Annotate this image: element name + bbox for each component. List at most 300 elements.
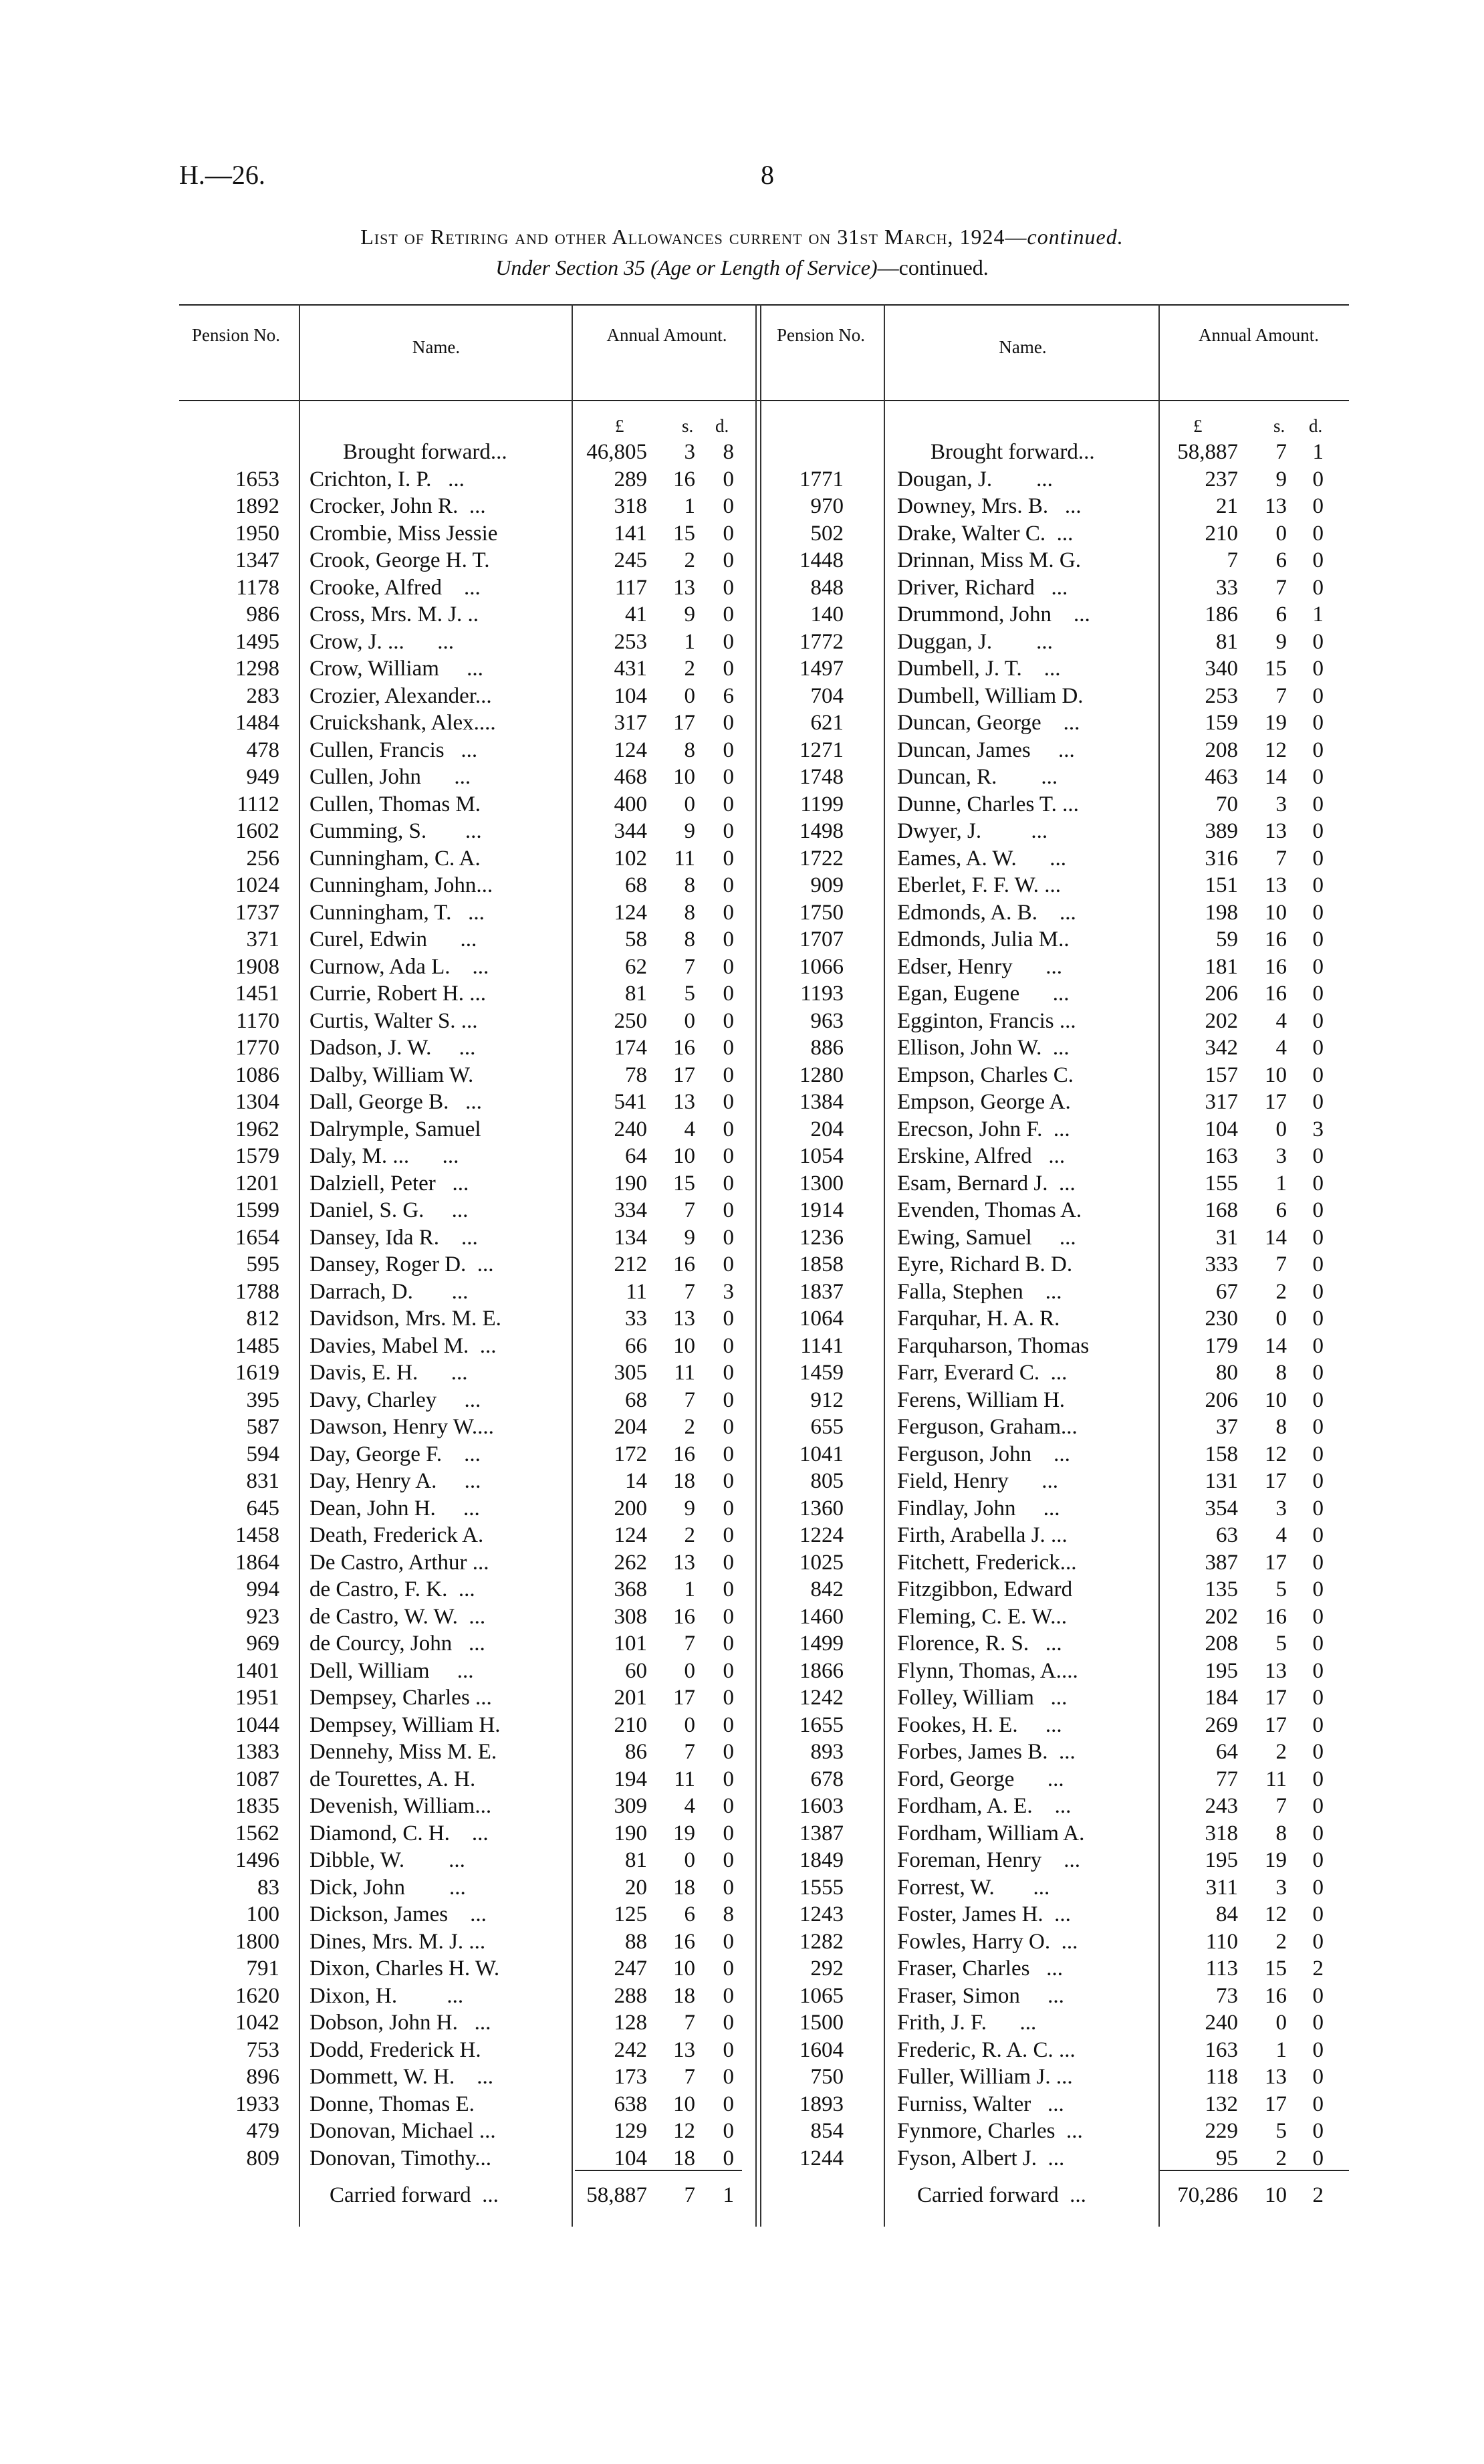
amount-pence: 0 — [1312, 873, 1324, 897]
amount-pounds: 7 — [1227, 548, 1238, 572]
pensioner-name: Donovan, Michael ... — [310, 2119, 496, 2143]
table-row — [0, 1549, 1484, 1576]
pension-number: 1199 — [800, 792, 844, 816]
amount-pounds: 118 — [1205, 2065, 1238, 2089]
pension-number: 595 — [246, 1252, 279, 1276]
amount-shillings: 13 — [1265, 2065, 1287, 2089]
table-row — [0, 1793, 1484, 1819]
pensioner-name: Cumming, S. ... — [310, 819, 482, 843]
brought-forward-label: Brought forward... — [343, 440, 507, 464]
amount-pence: 3 — [1312, 1117, 1324, 1141]
amount-shillings: 9 — [684, 1225, 695, 1250]
pensioner-name: Foster, James H. ... — [897, 1902, 1071, 1926]
pension-number: 886 — [810, 1036, 844, 1060]
pension-number: 1141 — [800, 1333, 844, 1358]
amount-shillings: 16 — [1265, 1604, 1287, 1629]
pensioner-name: Fitchett, Frederick... — [897, 1550, 1077, 1575]
pension-number: 912 — [810, 1387, 844, 1412]
pensioner-name: Dean, John H. ... — [310, 1496, 480, 1521]
pension-number: 1908 — [235, 954, 279, 979]
amount-shillings: 4 — [1275, 1036, 1287, 1060]
amount-shillings: 0 — [684, 1658, 695, 1683]
amount-pounds: 64 — [1216, 1740, 1238, 1764]
amount-pence: 0 — [1312, 1740, 1324, 1764]
amount-pence: 0 — [1312, 1171, 1324, 1196]
amount-pounds: 63 — [1216, 1523, 1238, 1547]
pensioner-name: Davidson, Mrs. M. E. — [310, 1307, 501, 1331]
table-row — [0, 1847, 1484, 1874]
amount-pounds: 104 — [614, 2146, 647, 2170]
pensioner-name: Esam, Bernard J. ... — [897, 1171, 1076, 1196]
amount-pence: 0 — [723, 1604, 734, 1629]
amount-pence: 0 — [723, 2011, 734, 2035]
pension-number: 292 — [810, 1956, 844, 1981]
amount-shillings: 16 — [673, 1036, 695, 1060]
pensioner-name: Duncan, R. ... — [897, 765, 1058, 789]
pensioner-name: Crook, George H. T. — [310, 548, 490, 572]
pensioner-name: Edmonds, Julia M.. — [897, 927, 1070, 951]
amount-shillings: 19 — [673, 1821, 695, 1845]
table-row — [0, 1576, 1484, 1603]
amount-shillings: 11 — [1265, 1767, 1287, 1791]
pension-number: 204 — [810, 1117, 844, 1141]
amount-shillings: 17 — [673, 711, 695, 735]
amount-shillings: 8 — [684, 900, 695, 925]
amount-pence: 0 — [1312, 1794, 1324, 1818]
amount-pounds: 168 — [1205, 1198, 1238, 1222]
pension-number: 1064 — [799, 1307, 844, 1331]
table-row — [0, 1116, 1484, 1143]
pensioner-name: Dempsey, William H. — [310, 1712, 501, 1737]
amount-shillings: 1 — [684, 629, 695, 654]
amount-pounds: 242 — [614, 2037, 647, 2062]
amount-pence: 0 — [1312, 1821, 1324, 1845]
pensioner-name: Curel, Edwin ... — [310, 927, 477, 951]
pension-number: 1499 — [799, 1632, 844, 1656]
table-row — [0, 1820, 1484, 1847]
pensioner-name: Folley, William ... — [897, 1686, 1068, 1710]
pension-number: 854 — [810, 2119, 844, 2143]
pension-number: 1722 — [799, 846, 844, 871]
amount-pounds: 158 — [1205, 1442, 1238, 1466]
pensioner-name: Foreman, Henry ... — [897, 1848, 1081, 1872]
amount-pounds: 247 — [614, 1956, 647, 1981]
pension-number: 1448 — [799, 548, 844, 572]
amount-shillings: 0 — [1275, 1117, 1287, 1141]
pension-number: 1914 — [799, 1198, 844, 1222]
table-row — [0, 1062, 1484, 1089]
table-row — [0, 1766, 1484, 1793]
amount-pounds: 125 — [614, 1902, 647, 1926]
amount-pounds: 68 — [625, 873, 647, 897]
pensioner-name: Dadson, J. W. ... — [310, 1036, 476, 1060]
amount-shillings: 10 — [1265, 1387, 1287, 1412]
amount-pounds: 59 — [1216, 927, 1238, 951]
pensioner-name: Dodd, Frederick H. — [310, 2037, 481, 2062]
pension-number: 1962 — [235, 1117, 279, 1141]
amount-shillings: 1 — [684, 1577, 695, 1601]
amount-pounds: 463 — [1205, 765, 1238, 789]
amount-pence: 0 — [723, 1415, 734, 1439]
amount-pence: 0 — [723, 873, 734, 897]
pensioner-name: Day, George F. ... — [310, 1442, 481, 1466]
amount-shillings: 13 — [1265, 819, 1287, 843]
amount-pounds: 389 — [1205, 819, 1238, 843]
pension-number: 1893 — [799, 2092, 844, 2116]
amount-shillings: 16 — [1265, 1983, 1287, 2008]
amount-shillings: 13 — [673, 1090, 695, 1114]
pensioner-name: Fraser, Simon ... — [897, 1983, 1064, 2008]
amount-pence: 0 — [723, 1198, 734, 1222]
amount-pounds: 68 — [625, 1387, 647, 1412]
pensioner-name: Forbes, James B. ... — [897, 1740, 1076, 1764]
amount-pence: 0 — [1312, 1333, 1324, 1358]
amount-pence: 0 — [1312, 467, 1324, 491]
table-row — [0, 1630, 1484, 1657]
pension-number: 1224 — [799, 1523, 844, 1547]
pension-number: 1562 — [235, 1821, 279, 1845]
amount-pence: 0 — [723, 1740, 734, 1764]
amount-pounds: 60 — [625, 1658, 647, 1683]
amount-pounds: 186 — [1205, 602, 1238, 627]
amount-pounds: 541 — [614, 1090, 647, 1114]
amount-shillings: 17 — [673, 1062, 695, 1087]
amount-pounds: 190 — [614, 1171, 647, 1196]
pensioner-name: Farr, Everard C. ... — [897, 1361, 1068, 1385]
table-row — [0, 466, 1484, 493]
amount-shillings: 2 — [1275, 1740, 1287, 1764]
amount-pounds: 172 — [614, 1442, 647, 1466]
amount-shillings: 9 — [684, 602, 695, 627]
amount-shillings: 7 — [1275, 846, 1287, 871]
table-row — [0, 1414, 1484, 1440]
table-row — [0, 629, 1484, 655]
pension-number: 645 — [246, 1496, 279, 1521]
pension-number: 256 — [246, 846, 279, 871]
pensioner-name: Crozier, Alexander... — [310, 683, 492, 708]
pension-number: 1620 — [235, 1983, 279, 2008]
amount-pounds: 124 — [614, 1523, 647, 1547]
amount-pence: 0 — [723, 657, 734, 681]
right-header-amount: Annual Amount. — [1199, 325, 1319, 345]
table-row — [0, 2009, 1484, 2036]
table-row — [0, 2091, 1484, 2118]
amount-pence: 0 — [723, 738, 734, 762]
amount-shillings: 16 — [673, 1929, 695, 1954]
pensioner-name: Cross, Mrs. M. J. .. — [310, 602, 479, 627]
pensioner-name: Drake, Walter C. ... — [897, 521, 1074, 546]
amount-pounds: 229 — [1205, 2119, 1238, 2143]
amount-shillings: 16 — [1265, 927, 1287, 951]
amount-pence: 0 — [723, 2146, 734, 2170]
pensioner-name: Cunningham, C. A. — [310, 846, 481, 871]
pension-number: 502 — [810, 521, 844, 546]
pension-number: 1950 — [235, 521, 279, 546]
amount-shillings: 10 — [673, 1333, 695, 1358]
pensioner-name: Fitzgibbon, Edward — [897, 1577, 1073, 1601]
amount-pounds: 194 — [614, 1767, 647, 1791]
pension-number: 1864 — [235, 1550, 279, 1575]
amount-pence: 0 — [723, 1848, 734, 1872]
amount-pounds: 113 — [1205, 1956, 1238, 1981]
pensioner-name: Erecson, John F. ... — [897, 1117, 1070, 1141]
amount-shillings: 7 — [684, 2065, 695, 2089]
amount-pounds: 62 — [625, 954, 647, 979]
amount-pence: 0 — [1312, 765, 1324, 789]
amount-pence: 0 — [723, 711, 734, 735]
amount-shillings: 5 — [1275, 1632, 1287, 1656]
pensioner-name: Dansey, Ida R. ... — [310, 1225, 478, 1250]
amount-pence: 0 — [723, 1171, 734, 1196]
pension-number: 140 — [810, 602, 844, 627]
pensioner-name: Eberlet, F. F. W. ... — [897, 873, 1061, 897]
pension-number: 371 — [246, 927, 279, 951]
pensioner-name: Dalziell, Peter ... — [310, 1171, 469, 1196]
pensioner-name: Dell, William ... — [310, 1658, 474, 1683]
brought-forward-label: Brought forward... — [931, 440, 1095, 464]
table-row — [0, 1278, 1484, 1305]
pension-number: 1387 — [799, 1821, 844, 1845]
amount-pence: 0 — [1312, 1767, 1324, 1791]
pension-number: 1599 — [235, 1198, 279, 1222]
amount-pounds: 124 — [614, 738, 647, 762]
pensioner-name: Dalby, William W. — [310, 1062, 474, 1087]
amount-pounds: 201 — [614, 1686, 647, 1710]
pensioner-name: de Castro, F. K. ... — [310, 1577, 475, 1601]
table-row — [0, 1251, 1484, 1278]
pensioner-name: Dennehy, Miss M. E. — [310, 1740, 497, 1764]
amount-shillings: 9 — [684, 1496, 695, 1521]
amount-pence: 0 — [723, 1956, 734, 1981]
pension-number: 1748 — [799, 765, 844, 789]
pensioner-name: Duncan, George ... — [897, 711, 1080, 735]
amount-pounds: 309 — [614, 1794, 647, 1818]
amount-pounds: 344 — [614, 819, 647, 843]
amount-shillings: 1 — [1275, 1171, 1287, 1196]
amount-pence: 0 — [723, 846, 734, 871]
amount-pounds: 58 — [625, 927, 647, 951]
table-row — [0, 1874, 1484, 1901]
pensioner-name: Currie, Robert H. ... — [310, 982, 486, 1006]
amount-pounds: 58,887 — [1177, 440, 1238, 464]
pensioner-name: de Courcy, John ... — [310, 1632, 485, 1656]
amount-pence: 0 — [723, 819, 734, 843]
amount-pounds: 206 — [1205, 1387, 1238, 1412]
amount-shillings: 17 — [673, 1686, 695, 1710]
pensioner-name: Death, Frederick A. — [310, 1523, 484, 1547]
pension-number: 893 — [810, 1740, 844, 1764]
amount-pence: 0 — [1312, 1604, 1324, 1629]
pensioner-name: Florence, R. S. ... — [897, 1632, 1062, 1656]
amount-pounds: 155 — [1205, 1171, 1238, 1196]
amount-pounds: 181 — [1205, 954, 1238, 979]
amount-pence: 0 — [1312, 1902, 1324, 1926]
pension-number: 1750 — [799, 900, 844, 925]
amount-pence: 0 — [723, 521, 734, 546]
pension-number: 1771 — [799, 467, 844, 491]
pension-number: 83 — [257, 1875, 279, 1900]
pension-number: 1555 — [799, 1875, 844, 1900]
amount-pence: 0 — [1312, 738, 1324, 762]
amount-pounds: 81 — [625, 1848, 647, 1872]
pension-number: 1242 — [799, 1686, 844, 1710]
amount-pounds: 70,286 — [1177, 2183, 1238, 2207]
table-row — [0, 1495, 1484, 1522]
table-row — [0, 737, 1484, 764]
table-row — [0, 1089, 1484, 1115]
pension-number: 1201 — [235, 1171, 279, 1196]
title-main: List of Retiring and other Allowances current on 31st March, 1924— — [360, 225, 1027, 249]
amount-pence: 0 — [723, 548, 734, 572]
amount-shillings: 5 — [684, 982, 695, 1006]
pension-number: 1360 — [799, 1496, 844, 1521]
pension-number: 1054 — [799, 1144, 844, 1168]
amount-pounds: 340 — [1205, 657, 1238, 681]
pension-number: 1654 — [235, 1225, 279, 1250]
amount-shillings: 0 — [684, 683, 695, 708]
amount-pounds: 288 — [614, 1983, 647, 2008]
amount-pounds: 20 — [625, 1875, 647, 1900]
amount-shillings: 6 — [1275, 548, 1287, 572]
amount-pence: 0 — [723, 927, 734, 951]
amount-pence: 0 — [1312, 1523, 1324, 1547]
report-code: H.—26. — [179, 160, 265, 190]
amount-pounds: 317 — [1205, 1090, 1238, 1114]
pension-number: 1087 — [235, 1767, 279, 1791]
amount-pence: 2 — [1312, 2183, 1324, 2207]
pension-number: 1178 — [236, 575, 279, 600]
amount-pounds: 11 — [626, 1279, 647, 1304]
amount-shillings: 7 — [684, 1387, 695, 1412]
amount-pounds: 184 — [1205, 1686, 1238, 1710]
pensioner-name: Dawson, Henry W.... — [310, 1415, 494, 1439]
amount-shillings: 5 — [1275, 1577, 1287, 1601]
amount-pounds: 202 — [1205, 1604, 1238, 1629]
amount-shillings: 3 — [1275, 792, 1287, 816]
pension-number: 1383 — [235, 1740, 279, 1764]
pension-number: 831 — [246, 1469, 279, 1493]
table-row — [0, 1008, 1484, 1034]
amount-shillings: 16 — [1265, 982, 1287, 1006]
pension-number: 1866 — [799, 1658, 844, 1683]
pension-number: 1280 — [799, 1062, 844, 1087]
amount-shillings: 11 — [674, 1767, 695, 1791]
amount-pounds: 202 — [1205, 1008, 1238, 1033]
amount-pence: 0 — [1312, 1198, 1324, 1222]
amount-shillings: 11 — [674, 1361, 695, 1385]
amount-pence: 0 — [1312, 494, 1324, 518]
pensioner-name: Fynmore, Charles ... — [897, 2119, 1083, 2143]
pensioner-name: Dumbell, J. T. ... — [897, 657, 1061, 681]
amount-pence: 0 — [1312, 1387, 1324, 1412]
amount-shillings: 17 — [1265, 1686, 1287, 1710]
amount-pence: 0 — [723, 1686, 734, 1710]
amount-shillings: 10 — [1265, 900, 1287, 925]
pension-number: 1497 — [799, 657, 844, 681]
table-row — [0, 845, 1484, 872]
pensioner-name: Downey, Mrs. B. ... — [897, 494, 1082, 518]
amount-shillings: 11 — [674, 846, 695, 871]
pension-number: 1653 — [235, 467, 279, 491]
left-unit-pence: d. — [715, 416, 729, 436]
amount-shillings: 9 — [1275, 629, 1287, 654]
amount-pence: 0 — [1312, 575, 1324, 600]
amount-shillings: 9 — [684, 819, 695, 843]
amount-pence: 3 — [723, 1279, 734, 1304]
amount-pence: 0 — [723, 1550, 734, 1575]
pension-number: 1044 — [235, 1712, 279, 1737]
amount-shillings: 0 — [684, 1712, 695, 1737]
amount-pounds: 342 — [1205, 1036, 1238, 1060]
amount-pence: 0 — [723, 1036, 734, 1060]
pensioner-name: Dibble, W. ... — [310, 1848, 465, 1872]
amount-pounds: 638 — [614, 2092, 647, 2116]
pension-number: 994 — [246, 1577, 279, 1601]
table-row — [0, 1333, 1484, 1359]
pension-number: 621 — [810, 711, 844, 735]
amount-pence: 0 — [1312, 657, 1324, 681]
pension-number: 949 — [246, 765, 279, 789]
pensioner-name: Cullen, Francis ... — [310, 738, 478, 762]
amount-shillings: 15 — [1265, 1956, 1287, 1981]
table-row — [0, 1522, 1484, 1549]
amount-pence: 0 — [723, 1144, 734, 1168]
amount-shillings: 15 — [673, 521, 695, 546]
pensioner-name: Furniss, Walter ... — [897, 2092, 1064, 2116]
page-number: 8 — [761, 160, 774, 190]
amount-pounds: 159 — [1205, 711, 1238, 735]
amount-pence: 0 — [1312, 1307, 1324, 1331]
amount-shillings: 8 — [1275, 1415, 1287, 1439]
amount-shillings: 13 — [1265, 494, 1287, 518]
amount-pence: 0 — [723, 1658, 734, 1683]
right-header-name: Name. — [999, 337, 1047, 357]
pensioner-name: Ewing, Samuel ... — [897, 1225, 1076, 1250]
amount-pounds: 81 — [1216, 629, 1238, 654]
pensioner-name: Eames, A. W. ... — [897, 846, 1066, 871]
amount-pence: 6 — [723, 683, 734, 708]
pension-number: 1112 — [237, 792, 279, 816]
amount-pounds: 104 — [1205, 1117, 1238, 1141]
right-unit-pence: d. — [1309, 416, 1323, 436]
amount-shillings: 7 — [684, 2183, 695, 2207]
table-row — [0, 791, 1484, 818]
amount-pence: 0 — [1312, 1062, 1324, 1087]
amount-pence: 0 — [723, 954, 734, 979]
left-header-amount: Annual Amount. — [606, 325, 727, 345]
amount-pence: 1 — [1312, 440, 1324, 464]
amount-pence: 0 — [723, 575, 734, 600]
table-row — [0, 1955, 1484, 1982]
amount-shillings: 8 — [684, 738, 695, 762]
amount-pounds: 41 — [625, 602, 647, 627]
amount-pence: 0 — [1312, 1875, 1324, 1900]
pensioner-name: Diamond, C. H. ... — [310, 1821, 489, 1845]
amount-shillings: 10 — [1265, 1062, 1287, 1087]
amount-pounds: 318 — [1205, 1821, 1238, 1845]
right-unit-shilling: s. — [1273, 416, 1285, 436]
amount-pence: 0 — [1312, 954, 1324, 979]
pensioner-name: Fuller, William J. ... — [897, 2065, 1073, 2089]
pension-number: 842 — [810, 1577, 844, 1601]
pensioner-name: Dobson, John H. ... — [310, 2011, 491, 2035]
pensioner-name: Drinnan, Miss M. G. — [897, 548, 1082, 572]
amount-pounds: 21 — [1216, 494, 1238, 518]
pensioner-name: Forrest, W. ... — [897, 1875, 1050, 1900]
pension-number: 1304 — [235, 1090, 279, 1114]
amount-shillings: 0 — [684, 1848, 695, 1872]
amount-pence: 0 — [1312, 846, 1324, 871]
